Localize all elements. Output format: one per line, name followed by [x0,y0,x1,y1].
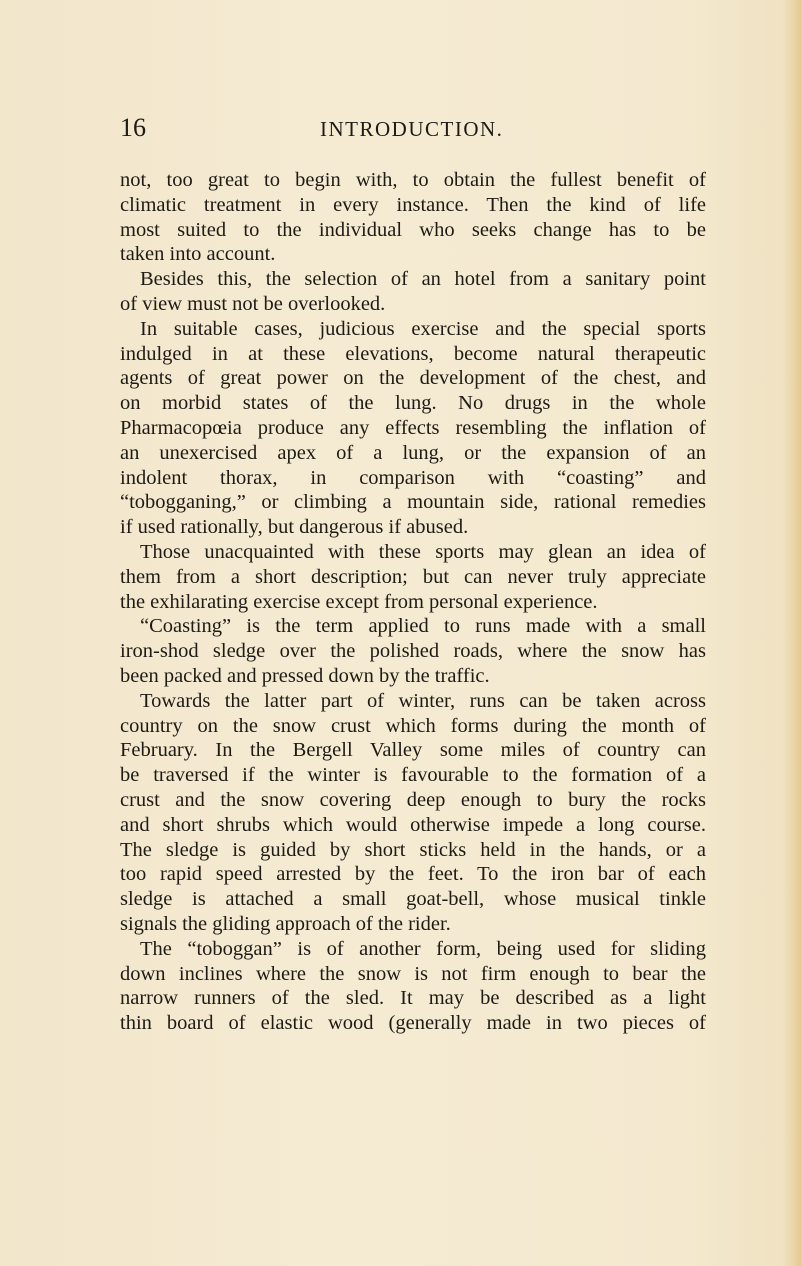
page-edge-shading [783,0,801,1266]
text-line: The “toboggan” is of another form, being used for sliding [140,937,706,960]
text-line: indulged in at these elevations, become natural therapeutic [120,342,706,365]
text-line: of view must not be overlooked. [120,292,386,315]
text-line: “Coasting” is the term applied to runs made with a small [140,615,706,638]
text-line: them from a short description; but can never truly appreciate [120,565,706,588]
text-line: Those unacquainted with these sports may glean an idea of [140,540,706,563]
text-line: Towards the latter part of winter, runs can be taken across [140,689,706,712]
body-text [120,168,706,1036]
text-line: The sledge is guided by short sticks held in the hands, or a [120,838,706,861]
text-line: be traversed if the winter is favourable to the formation of a [120,764,706,787]
text-line: most suited to the individual who seeks change has to be [120,218,706,241]
text-line: February. In the Bergell Valley some miles of country can [120,739,706,762]
text-line: sledge is attached a small goat-bell, whose musical tinkle [120,888,706,911]
text-line: crust and the snow covering deep enough to bury the rocks [120,788,706,811]
text-line: In suitable cases, judicious exercise and the special sports [140,317,706,340]
text-line: indolent thorax, in comparison with “coasting” and [120,466,706,489]
text-line: narrow runners of the sled. It may be described as a light [120,987,706,1010]
text-line: on morbid states of the lung. No drugs in the whole [120,392,706,415]
text-line: agents of great power on the development of the chest, and [120,367,706,390]
text-line: if used rationally, but dangerous if abused. [120,516,469,539]
text-line: down inclines where the snow is not firm enough to bear the [120,962,706,985]
text-line: not, too great to begin with, to obtain the fullest benefit of [120,169,706,191]
text-line: an unexercised apex of a lung, or the expansion of an [120,441,706,464]
text-line: too rapid speed arrested by the feet. To the iron bar of each [120,863,706,886]
page-header [120,113,706,143]
text-line: taken into account. [120,243,276,266]
text-line: the exhilarating exercise except from personal experience. [120,590,598,613]
text-line: Besides this, the selection of an hotel from a sanitary point [140,268,706,291]
text-line: iron-shod sledge over the polished roads, where the snow has [120,640,706,663]
running-head: INTRODUCTION. [320,117,504,141]
text-line: climatic treatment in every instance. Then the kind of life [120,193,706,216]
text-line: Pharmacopœia produce any effects resembling the inflation of [120,416,706,439]
page-number: 16 [120,113,146,142]
text-line: country on the snow crust which forms during the month of [120,714,706,737]
text-line: been packed and pressed down by the traffic. [120,664,490,687]
text-line: thin board of elastic wood (generally made in two pieces of [120,1012,706,1035]
text-line: and short shrubs which would otherwise impede a long course. [120,813,706,836]
text-line: “tobogganing,” or climbing a mountain side, rational remedies [120,491,706,514]
text-line: signals the gliding approach of the rider. [120,912,451,935]
